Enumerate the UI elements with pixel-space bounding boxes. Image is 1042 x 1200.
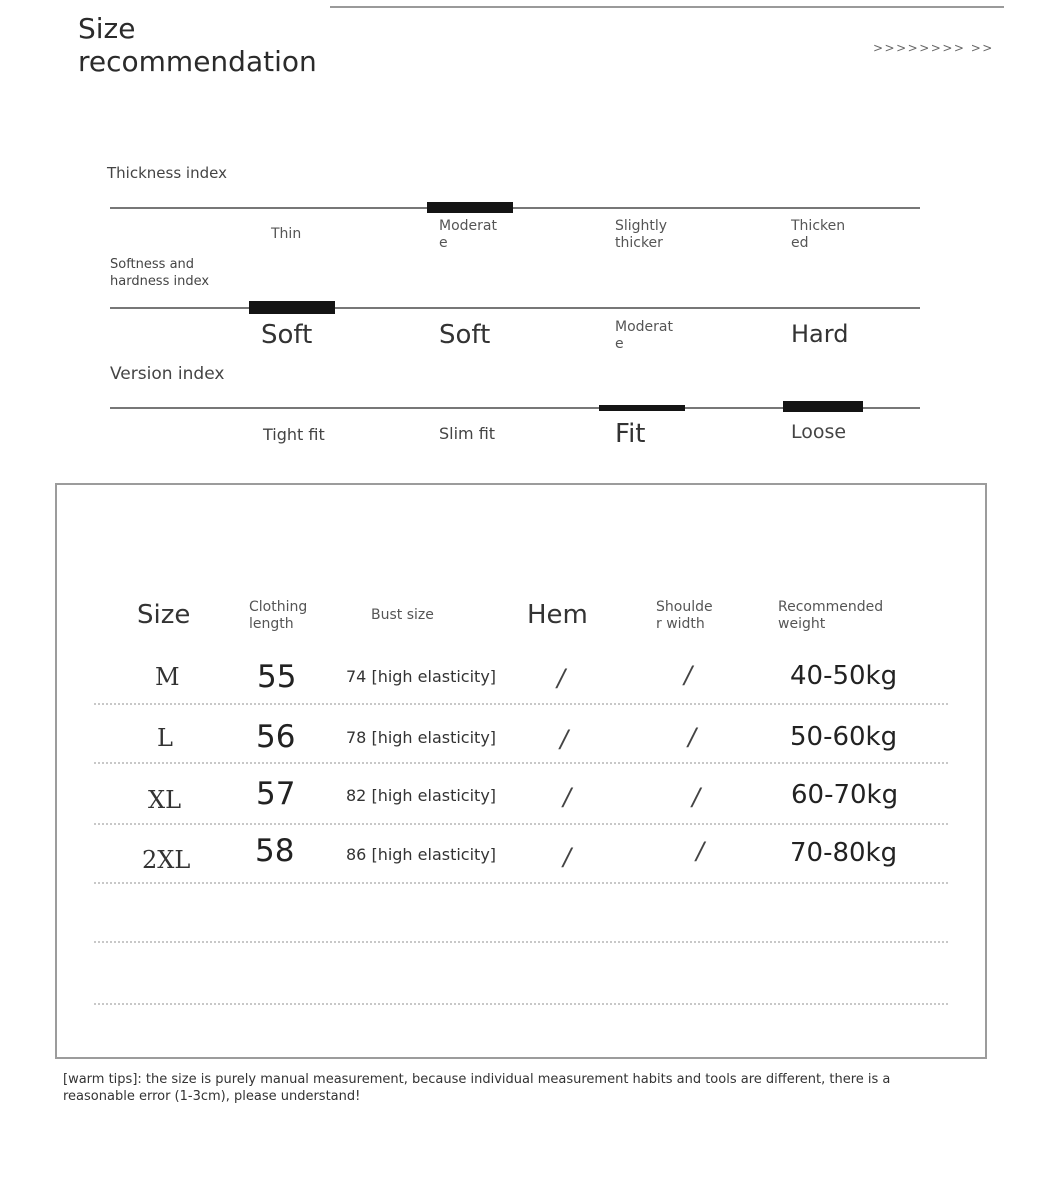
cell-shoulder: / xyxy=(692,783,701,811)
cell-length: 55 xyxy=(257,659,297,695)
cell-bust: 82 [high elasticity] xyxy=(346,786,497,805)
version-marker-fit xyxy=(599,405,685,411)
version-option-slim-fit: Slim fit xyxy=(439,424,496,443)
version-index-title: Version index xyxy=(110,364,225,384)
cell-size: 2XL xyxy=(142,846,191,874)
row-divider xyxy=(94,703,948,705)
cell-weight: 60-70kg xyxy=(791,780,899,810)
thickness-option-thin: Thin xyxy=(271,226,302,242)
page-title: Size recommendation xyxy=(78,12,317,78)
table-header-size: Size xyxy=(137,600,191,630)
thickness-option-slightly-thicker: Slightly thicker xyxy=(615,218,668,251)
softness-option-hard: Hard xyxy=(791,320,849,348)
softness-scale-line xyxy=(110,307,920,309)
cell-length: 58 xyxy=(255,833,295,869)
version-option-loose: Loose xyxy=(791,421,847,443)
table-header-weight: Recommended weight xyxy=(778,599,884,632)
cell-size: M xyxy=(155,663,180,691)
row-divider xyxy=(94,941,948,943)
softness-selected-marker xyxy=(249,301,335,314)
cell-hem: / xyxy=(557,664,566,692)
softness-option-soft-2: Soft xyxy=(439,320,491,350)
version-marker-loose xyxy=(783,401,863,412)
size-table-frame xyxy=(55,483,987,1059)
version-option-tight-fit: Tight fit xyxy=(263,425,325,444)
cell-bust: 86 [high elasticity] xyxy=(346,845,497,864)
table-header-bust: Bust size xyxy=(371,607,434,623)
softness-option-moderate: Moderat e xyxy=(615,319,673,352)
cell-weight: 50-60kg xyxy=(790,722,898,752)
cell-shoulder: / xyxy=(688,723,697,751)
thickness-option-thickened: Thicken ed xyxy=(791,218,846,251)
cell-length: 57 xyxy=(256,776,296,812)
warm-tips: [warm tips]: the size is purely manual measurement, because individual measurement habits and tools are different, there is a reasonable error (1-3cm), please understand! xyxy=(63,1072,891,1104)
top-divider xyxy=(330,6,1004,8)
cell-bust: 74 [high elasticity] xyxy=(346,667,497,686)
table-header-shoulder: Shoulde r width xyxy=(656,599,713,632)
table-header-hem: Hem xyxy=(527,600,588,630)
cell-shoulder: / xyxy=(684,661,693,689)
row-divider xyxy=(94,762,948,764)
arrow-decoration: >>>>>>>> >> xyxy=(873,41,994,55)
cell-hem: / xyxy=(560,725,569,753)
softness-index-title: Softness and hardness index xyxy=(110,257,210,289)
cell-hem: / xyxy=(563,843,572,871)
cell-bust: 78 [high elasticity] xyxy=(346,728,497,747)
version-option-fit: Fit xyxy=(615,419,646,449)
softness-option-soft-1: Soft xyxy=(261,320,313,350)
cell-weight: 70-80kg xyxy=(790,838,898,868)
row-divider xyxy=(94,823,948,825)
thickness-selected-marker xyxy=(427,202,513,213)
cell-size: L xyxy=(157,724,173,752)
table-header-length: Clothing length xyxy=(249,599,308,632)
cell-shoulder: / xyxy=(696,837,705,865)
thickness-scale-line xyxy=(110,207,920,209)
cell-weight: 40-50kg xyxy=(790,661,898,691)
row-divider xyxy=(94,882,948,884)
cell-size: XL xyxy=(148,786,182,814)
cell-length: 56 xyxy=(256,719,296,755)
row-divider xyxy=(94,1003,948,1005)
cell-hem: / xyxy=(563,783,572,811)
thickness-index-title: Thickness index xyxy=(107,164,227,182)
thickness-option-moderate: Moderat e xyxy=(439,218,497,251)
